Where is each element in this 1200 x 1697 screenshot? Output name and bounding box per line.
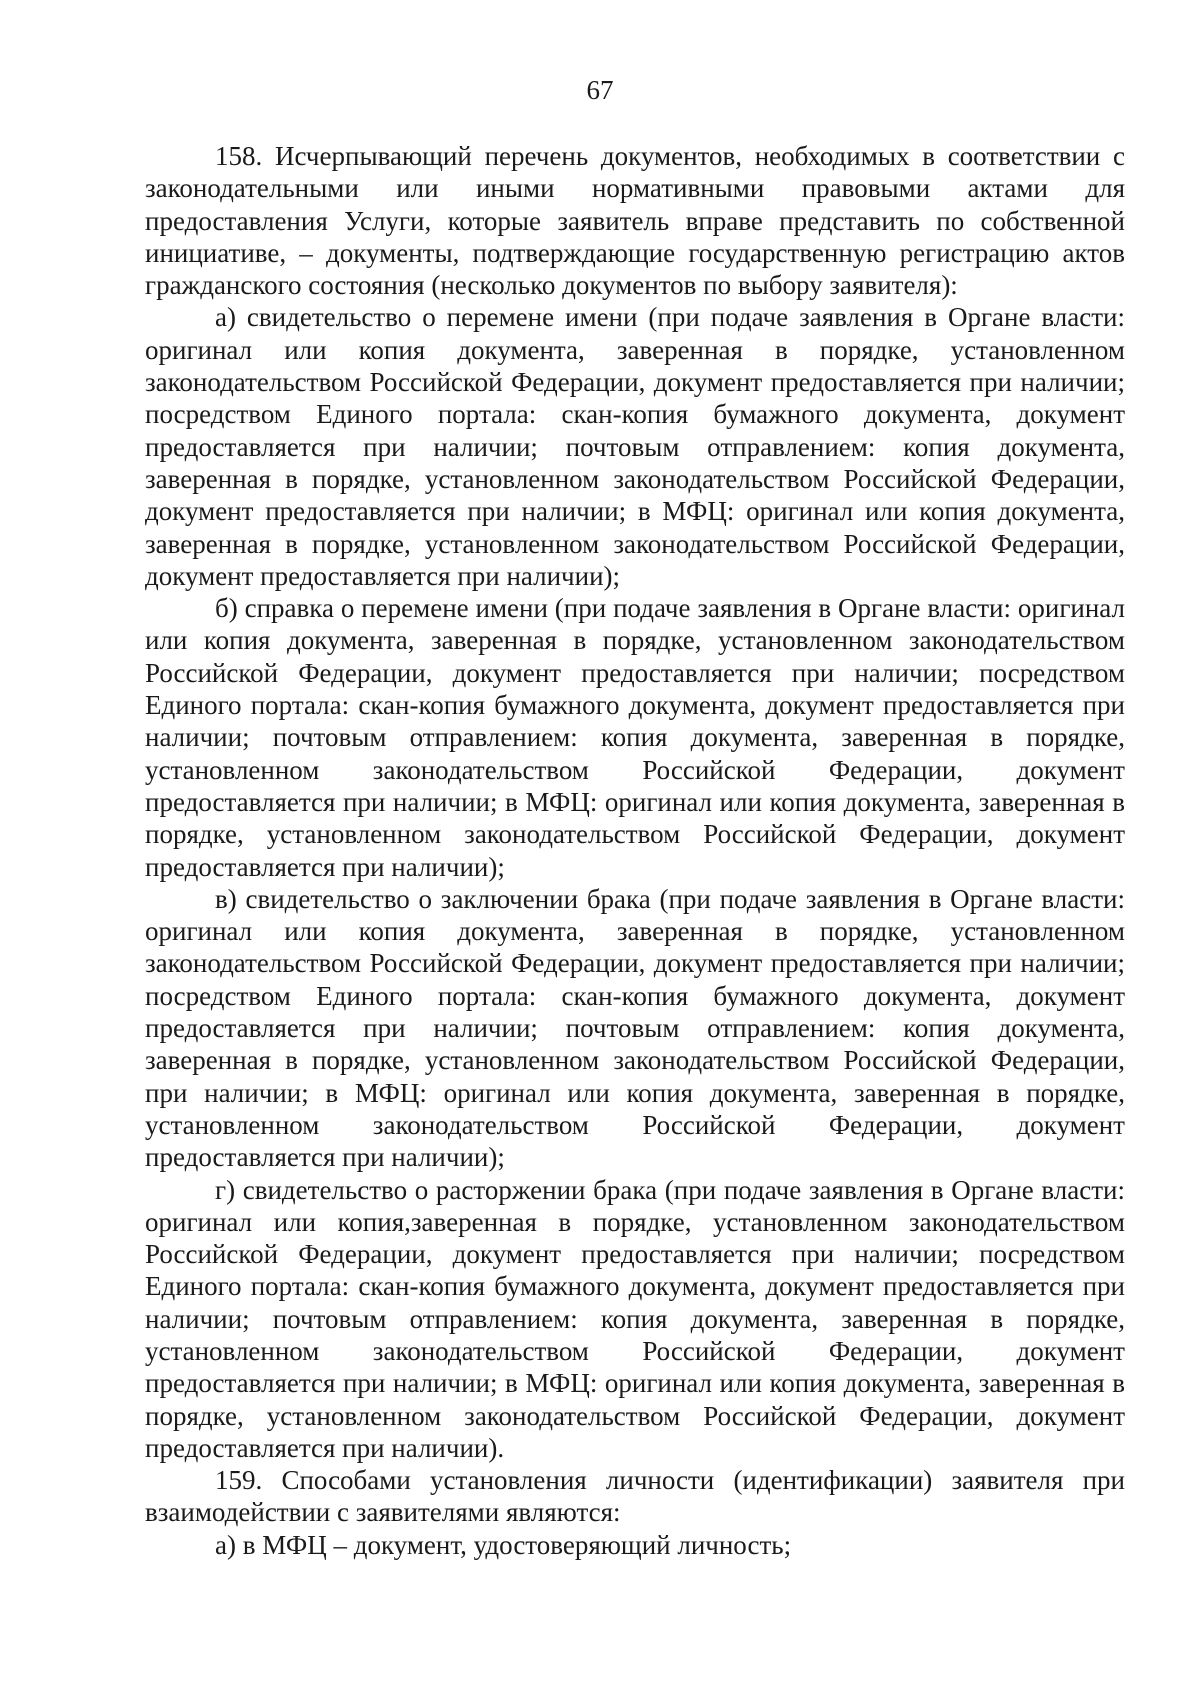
page-number: 67 (586, 75, 614, 105)
document-body (145, 140, 1125, 1561)
paragraph-158-b: б) справка о перемене имени (при подаче заявления в Органе власти: оригинал или копия документа, заверенная в порядке, установленном законодательством Российской Федерации, документ предоставляется при наличии; посредством Единого портала: скан-копия бумажного документа, документ предоставляется при наличии; почтовым отправлением: копия документа, заверенная в порядке, установленном законодательством Российской Федерации, документ предоставляется при наличии; в МФЦ: оригинал или копия документа, заверенная в порядке, установленном законодательством Российской Федерации, документ предоставляется при наличии); (145, 593, 1125, 882)
paragraph-158-intro: 158. Исчерпывающий перечень документов, необходимых в соответствии с законодательными или иными нормативными правовыми актами для предоставления Услуги, которые заявитель вправе представить по собственной инициативе, – документы, подтверждающие государственную регистрацию актов гражданского состояния (несколько документов по выбору заявителя): (145, 141, 1125, 301)
paragraph-159-intro: 159. Способами установления личности (идентификации) заявителя при взаимодействии с заявителями являются: (145, 1465, 1125, 1528)
paragraph-158-v: в) свидетельство о заключении брака (при подаче заявления в Органе власти: оригинал или копия документа, заверенная в порядке, установленном законодательством Российской Федерации, документ предоставляется при наличии; посредством Единого портала: скан-копия бумажного документа, документ предоставляется при наличии; почтовым отправлением: копия документа, заверенная в порядке, установленном законодательством Российской Федерации, при наличии; в МФЦ: оригинал или копия документа, заверенная в порядке, установленном законодательством Российской Федерации, документ предоставляется при наличии); (145, 883, 1125, 1173)
paragraph-158-a: а) свидетельство о перемене имени (при подаче заявления в Органе власти: оригинал или копия документа, заверенная в порядке, установленном законодательством Российской Федерации, документ предоставляется при наличии; посредством Единого портала: скан-копия бумажного документа, документ предоставляется при наличии; почтовым отправлением: копия документа, заверенная в порядке, установленном законодательством Российской Федерации, документ предоставляется при наличии; в МФЦ: оригинал или копия документа, заверенная в порядке, установленном законодательством Российской Федерации, документ предоставляется при наличии); (145, 302, 1125, 591)
paragraph-159-a: а) в МФЦ – документ, удостоверяющий личность; (215, 1529, 792, 1560)
paragraph-158-g: г) свидетельство о расторжении брака (при подаче заявления в Органе власти: оригинал или копия,заверенная в порядке, установленном законодательством Российской Федерации, документ предоставляется при наличии; посредством Единого портала: скан-копия бумажного документа, документ предоставляется при наличии; почтовым отправлением: копия документа, заверенная в порядке, установленном законодательством Российской Федерации, документ предоставляется при наличии; в МФЦ: оригинал или копия документа, заверенная в порядке, установленном законодательством Российской Федерации, документ предоставляется при наличии). (145, 1174, 1125, 1463)
